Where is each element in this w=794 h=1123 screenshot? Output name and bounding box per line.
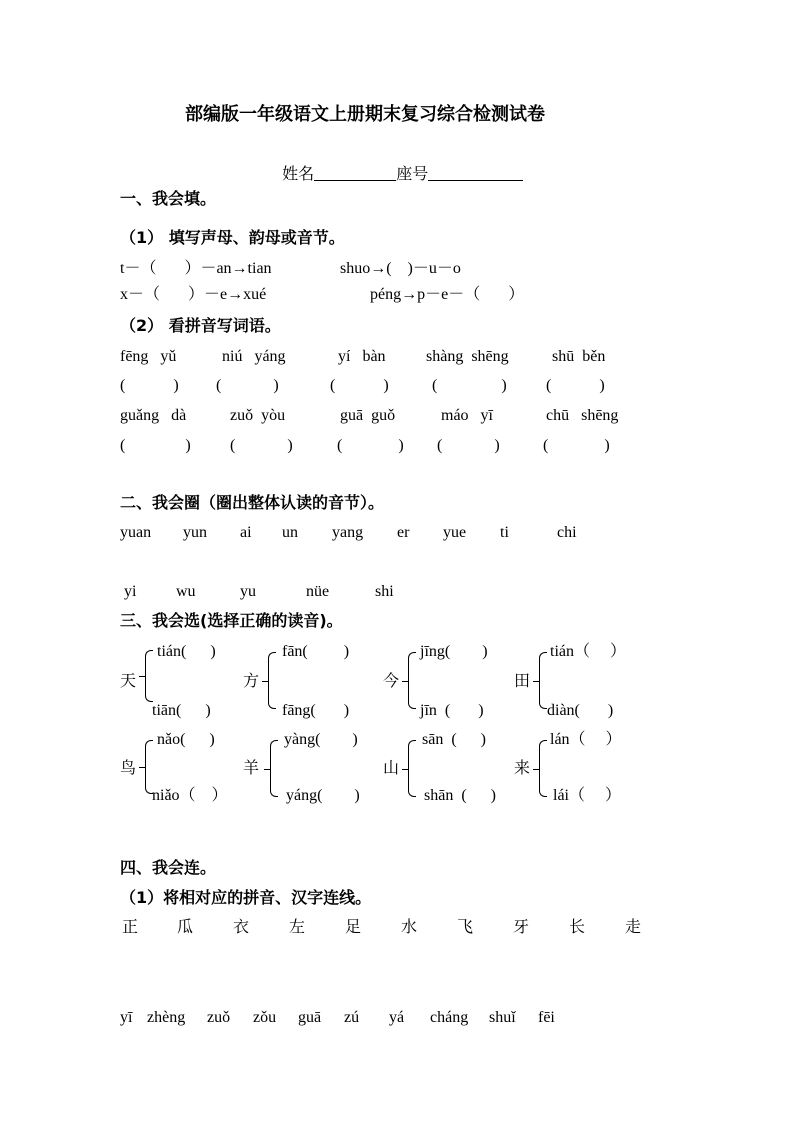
answer-box[interactable]: ( ) (543, 437, 610, 454)
name-label: 姓名 (282, 164, 315, 183)
match-char[interactable]: 水 (401, 917, 418, 936)
word-pinyin: yí bàn (338, 348, 386, 365)
word-pinyin: zuǒ yòu (230, 407, 286, 424)
fill-line-2a: x－（ ）－e→xué (120, 286, 267, 303)
syllable[interactable]: yun (183, 524, 207, 541)
word-pinyin: guǎng dà (120, 407, 187, 424)
choice-option[interactable]: lán（ ） (550, 731, 622, 748)
choice-char: 山 (383, 758, 400, 777)
syllable[interactable]: ai (240, 524, 252, 541)
match-pinyin[interactable]: zuǒ (207, 1009, 231, 1026)
choice-option[interactable]: jīng( ) (420, 643, 488, 660)
brace-icon (270, 740, 278, 797)
syllable[interactable]: shi (375, 583, 394, 600)
answer-box[interactable]: ( ) (437, 437, 500, 454)
choice-char: 来 (514, 758, 531, 777)
answer-box[interactable]: ( ) (230, 437, 293, 454)
match-pinyin[interactable]: zǒu (253, 1009, 277, 1026)
match-char[interactable]: 足 (345, 917, 362, 936)
choice-option[interactable]: nǎo( ) (157, 731, 215, 748)
choice-char: 羊 (243, 758, 260, 777)
syllable[interactable]: yue (443, 524, 467, 541)
choice-option[interactable]: tián（ ） (550, 643, 626, 660)
choice-option[interactable]: diàn( ) (547, 702, 614, 719)
match-pinyin[interactable]: fēi (538, 1009, 555, 1026)
choice-option[interactable]: fān( ) (282, 643, 350, 660)
brace-icon (539, 740, 547, 797)
syllable[interactable]: wu (176, 583, 196, 600)
choice-option[interactable]: fāng( ) (282, 702, 350, 719)
match-char[interactable]: 衣 (233, 917, 250, 936)
match-pinyin[interactable]: yá (389, 1009, 405, 1026)
brace-icon (145, 650, 153, 702)
brace-icon (268, 652, 276, 709)
brace-icon (145, 740, 153, 794)
syllable[interactable]: un (282, 524, 298, 541)
brace-icon (539, 652, 547, 709)
section-1-sub-2: （2） 看拼音写词语。 (120, 316, 281, 335)
brace-icon (408, 652, 416, 709)
choice-option[interactable]: yáng( ) (286, 787, 360, 804)
section-2-heading: 二、我会圈（圈出整体认读的音节）。 (120, 493, 385, 512)
match-pinyin[interactable]: zhèng (147, 1009, 186, 1026)
fill-line-1a: t－（ ）－an→tian (120, 260, 272, 277)
name-blank[interactable] (314, 166, 396, 181)
answer-box[interactable]: ( ) (337, 437, 404, 454)
choice-option[interactable]: shān ( ) (424, 787, 496, 804)
choice-option[interactable]: niǎo（ ） (152, 787, 228, 804)
match-char[interactable]: 正 (122, 917, 139, 936)
choice-option[interactable]: tián( ) (157, 643, 216, 660)
name-seat-line (272, 150, 523, 182)
fill-line-2b: péng→p－e－（ ） (370, 286, 525, 303)
answer-box[interactable]: ( ) (216, 377, 279, 394)
choice-option[interactable]: jīn ( ) (420, 702, 484, 719)
choice-option[interactable]: tiān( ) (152, 702, 211, 719)
word-pinyin: shàng shēng (426, 348, 509, 365)
word-pinyin: máo yī (441, 407, 493, 424)
match-pinyin[interactable]: shuǐ (489, 1009, 516, 1026)
page-title: 部编版一年级语文上册期末复习综合检测试卷 (185, 104, 545, 125)
word-pinyin: shū běn (552, 348, 606, 365)
syllable[interactable]: yang (332, 524, 364, 541)
word-pinyin: chū shēng (546, 407, 619, 424)
answer-box[interactable]: ( ) (330, 377, 389, 394)
choice-char: 田 (514, 671, 531, 690)
choice-char: 今 (383, 671, 400, 690)
choice-char: 鸟 (120, 758, 137, 777)
match-char[interactable]: 飞 (457, 917, 474, 936)
choice-option[interactable]: yàng( ) (284, 731, 358, 748)
syllable[interactable]: nüe (306, 583, 330, 600)
syllable[interactable]: yu (240, 583, 256, 600)
answer-box[interactable]: ( ) (120, 437, 191, 454)
syllable[interactable]: er (397, 524, 410, 541)
match-pinyin[interactable]: cháng (430, 1009, 469, 1026)
syllable[interactable]: chi (557, 524, 577, 541)
choice-char: 方 (243, 671, 260, 690)
seat-blank[interactable] (428, 166, 523, 181)
word-pinyin: fēng yǔ (120, 348, 177, 365)
choice-option[interactable]: lái（ ） (553, 787, 621, 804)
seat-label: 座号 (396, 164, 429, 183)
section-4-heading: 四、我会连。 (120, 858, 217, 877)
section-1-sub-1: （1） 填写声母、韵母或音节。 (120, 228, 345, 247)
match-char[interactable]: 瓜 (177, 917, 194, 936)
choice-option[interactable]: sān ( ) (422, 731, 486, 748)
answer-box[interactable]: ( ) (120, 377, 179, 394)
match-char[interactable]: 走 (625, 917, 642, 936)
answer-box[interactable]: ( ) (546, 377, 605, 394)
match-pinyin[interactable]: guā (298, 1009, 322, 1026)
choice-char: 天 (120, 671, 137, 690)
match-pinyin[interactable]: yī (120, 1009, 133, 1026)
match-char[interactable]: 左 (289, 917, 306, 936)
section-3-heading: 三、我会选(选择正确的读音)。 (120, 611, 343, 630)
answer-box[interactable]: ( ) (432, 377, 507, 394)
brace-icon (408, 740, 416, 797)
section-1-heading: 一、我会填。 (120, 189, 217, 208)
section-4-sub-1: （1）将相对应的拼音、汉字连线。 (120, 888, 372, 907)
word-pinyin: niú yáng (222, 348, 286, 365)
match-pinyin[interactable]: zú (344, 1009, 360, 1026)
syllable[interactable]: ti (500, 524, 509, 541)
word-pinyin: guā guǒ (340, 407, 396, 424)
match-char[interactable]: 牙 (513, 917, 530, 936)
syllable[interactable]: yuan (120, 524, 152, 541)
syllable[interactable]: yi (124, 583, 137, 600)
fill-line-1b: shuo→( )－u－o (340, 260, 461, 277)
match-char[interactable]: 长 (569, 917, 586, 936)
